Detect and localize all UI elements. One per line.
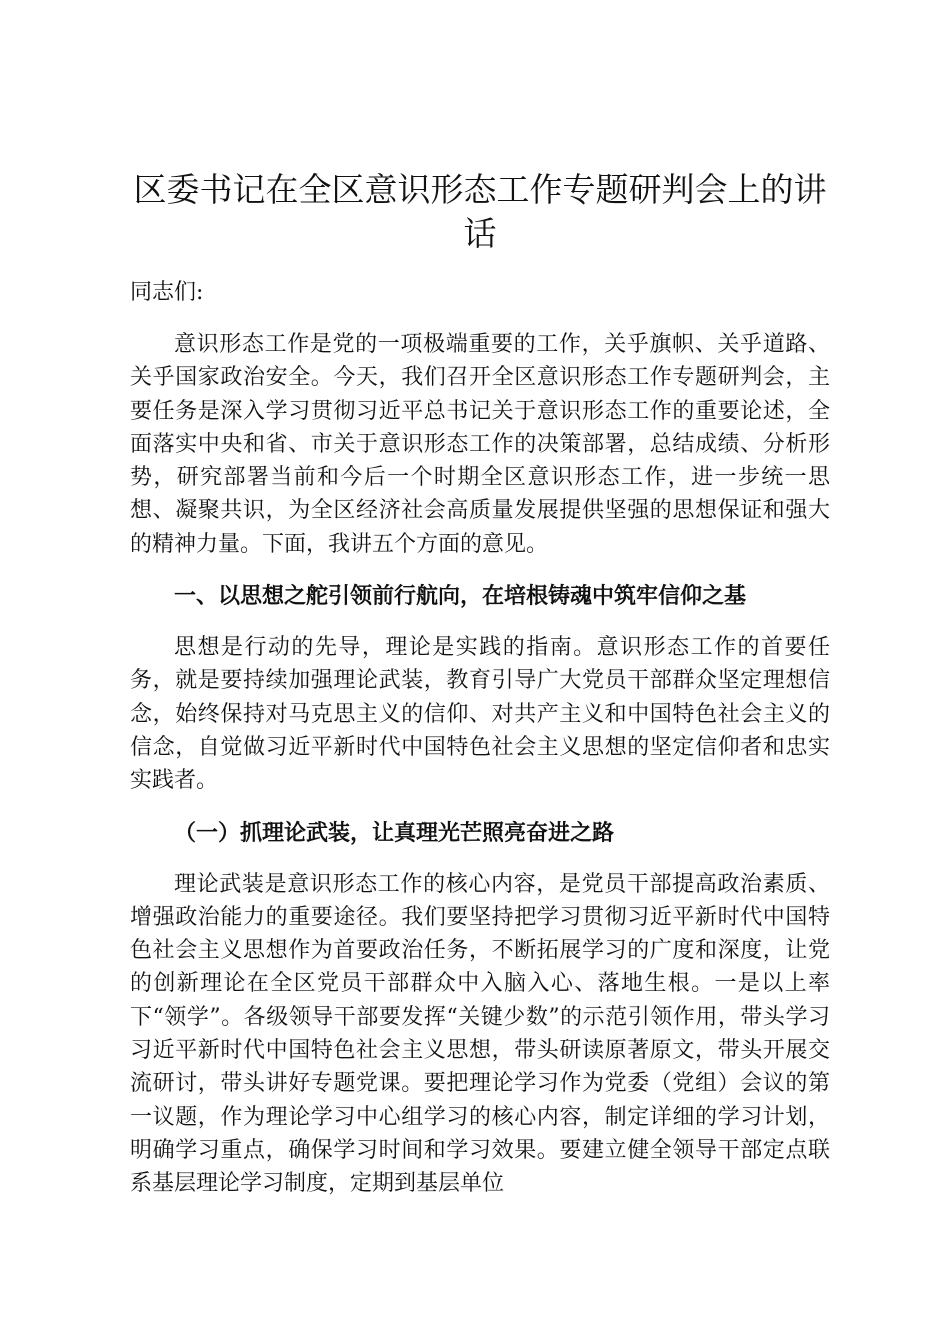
intro-paragraph: 意识形态工作是党的一项极端重要的工作，关乎旗帜、关乎道路、关乎国家政治安全。今天，我们召开全区意识形态工作专题研判会，主要任务是深入学习贯彻习近平总书记关于意识形态工作的重要论述，全面落实中央和省、市关于意识形态工作的决策部署，总结成绩、分析形势，研究部署当前和今后一个时期全区意识形态工作，进一步统一思想、凝聚共识，为全区经济社会高质量发展提供坚强的思想保证和强大的精神力量。下面，我讲五个方面的意见。 <box>130 332 830 557</box>
document-page <box>130 168 830 1201</box>
subsection-paragraph: 理论武装是意识形态工作的核心内容，是党员干部提高政治素质、增强政治能力的重要途径。我们要坚持把学习贯彻习近平新时代中国特色社会主义思想作为首要政治任务，不断拓展学习的广度和深度，让党的创新理论在全区党员干部群众中入脑入心、落地生根。一是以上率下“领学”。各级领导干部要发挥“关键少数”的示范引领作用，带头学习习近平新时代中国特色社会主义思想，带头研读原著原文，带头开展交流研讨，带头讲好专题党课。要把理论学习作为党委（党组）会议的第一议题，作为理论学习中心组学习的核心内容，制定详细的学习计划，明确学习重点，确保学习时间和学习效果。要建立健全领导干部定点联系基层理论学习制度，定期到基层单位 <box>130 871 830 1197</box>
salutation: 同志们: <box>130 280 204 305</box>
document-title: 区委书记在全区意识形态工作专题研判会上的讲话 <box>133 170 827 253</box>
section-paragraph: 思想是行动的先导，理论是实践的指南。意识形态工作的首要任务，就是要持续加强理论武装，教育引导广大党员干部群众坚定理想信念，始终保持对马克思主义的信仰、对共产主义和中国特色社会主义的信念，自觉做习近平新时代中国特色社会主义思想的坚定信仰者和忠实实践者。 <box>130 635 830 794</box>
subsection-heading: （一）抓理论武装，让真理光芒照亮奋进之路 <box>174 819 615 846</box>
section-heading: 一、以思想之舵引领前行航向，在培根铸魂中筑牢信仰之基 <box>174 583 747 610</box>
